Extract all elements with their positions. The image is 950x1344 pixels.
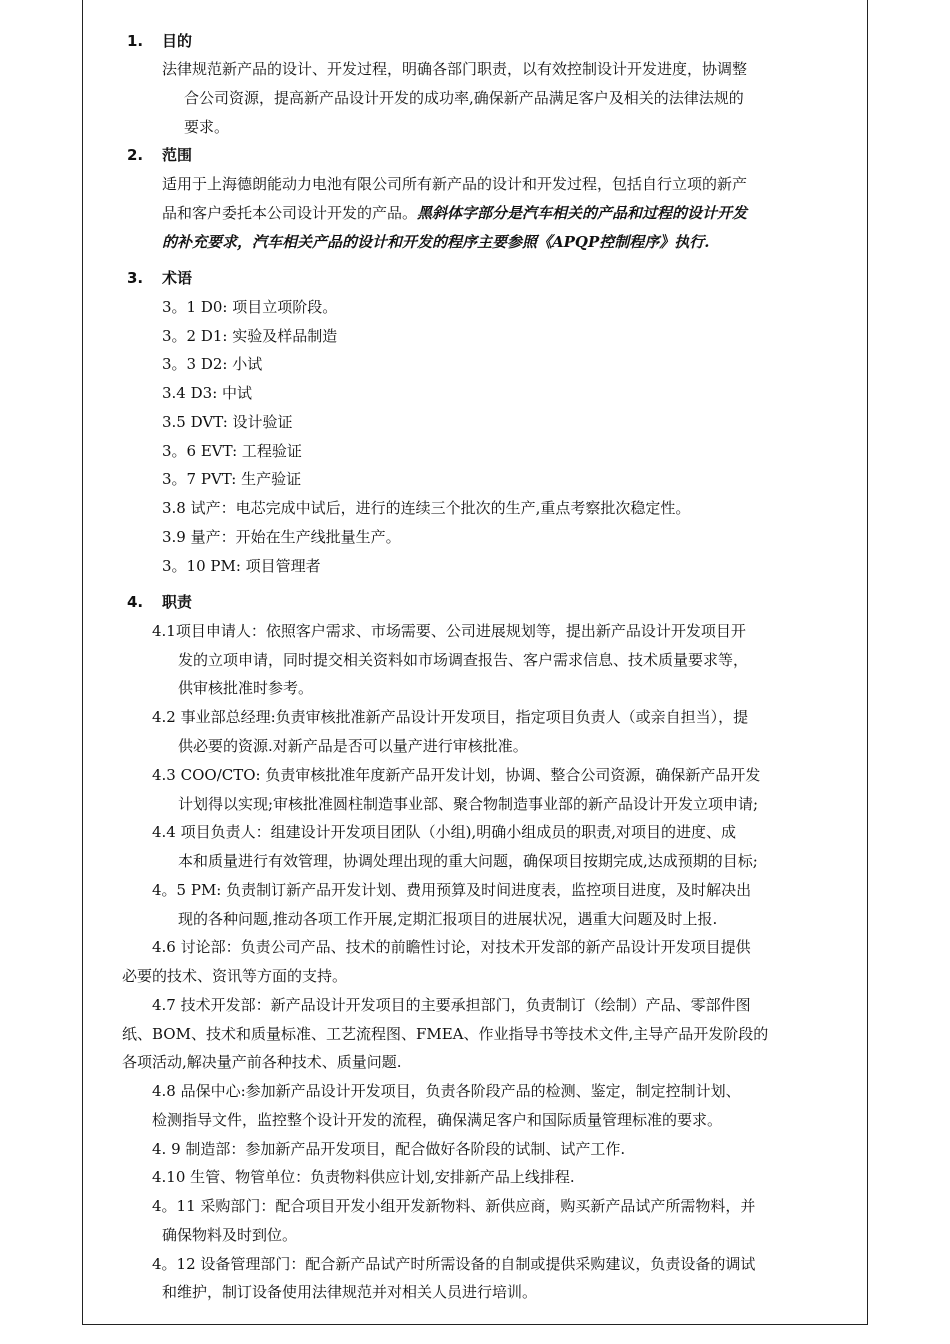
section-2-title: 范围 bbox=[162, 146, 193, 164]
section-4-number: 4. bbox=[127, 593, 144, 611]
term-item: 3。10 PM: 项目管理者 bbox=[162, 557, 321, 575]
duty-line: 检测指导文件，监控整个设计开发的流程，确保满足客户和国际质量管理标准的要求。 bbox=[152, 1111, 723, 1129]
term-item: 3.4 D3: 中试 bbox=[162, 384, 253, 402]
term-item: 3.9 量产：开始在生产线批量生产。 bbox=[162, 528, 401, 546]
scope-text: 品和客户委托本公司设计开发的产品。 bbox=[162, 204, 418, 222]
duty-line: 确保物料及时到位。 bbox=[162, 1226, 298, 1244]
duty-line: 4. 9 制造部：参加新产品开发项目，配合做好各阶段的试制、试产工作. bbox=[152, 1140, 626, 1158]
duty-line: 必要的技术、资讯等方面的支持。 bbox=[122, 967, 348, 985]
automotive-note: 黑斜体字部分是汽车相关的产品和过程的设计开发 bbox=[417, 204, 748, 222]
section-1-title: 目的 bbox=[162, 32, 193, 50]
section-2-line: 适用于上海德朗能动力电池有限公司所有新产品的设计和开发过程，包括自行立项的新产 bbox=[162, 175, 748, 193]
duty-line: 4.8 品保中心:参加新产品设计开发项目，负责各阶段产品的检测、鉴定，制定控制计划、 bbox=[152, 1082, 741, 1100]
term-item: 3.5 DVT: 设计验证 bbox=[162, 413, 293, 431]
duty-line: 4。5 PM: 负责制订新产品开发计划、费用预算及时间进度表，监控项目进度，及时解决出 bbox=[152, 881, 752, 899]
duty-line: 计划得以实现;审核批准圆柱制造事业部、聚合物制造事业部的新产品设计开发立项申请; bbox=[178, 795, 759, 813]
term-item: 3。2 D1: 实验及样品制造 bbox=[162, 327, 338, 345]
automotive-note: 的补充要求，汽车相关产品的设计和开发的程序主要参照《APQP控制程序》执行. bbox=[162, 233, 710, 251]
duty-line: 4.2 事业部总经理:负责审核批准新产品设计开发项目，指定项目负责人（或亲自担当），提 bbox=[152, 708, 749, 726]
term-item: 3.8 试产：电芯完成中试后，进行的连续三个批次的生产,重点考察批次稳定性。 bbox=[162, 499, 691, 517]
section-1-line: 要求。 bbox=[184, 118, 230, 136]
duty-line: 4.6 讨论部：负责公司产品、技术的前瞻性讨论，对技术开发部的新产品设计开发项目提供 bbox=[152, 938, 751, 956]
duty-line: 4。11 采购部门：配合项目开发小组开发新物料、新供应商，购买新产品试产所需物料，并 bbox=[152, 1197, 756, 1215]
section-2-line bbox=[162, 203, 747, 223]
section-3-title: 术语 bbox=[162, 269, 193, 287]
term-item: 3。7 PVT: 生产验证 bbox=[162, 470, 302, 488]
duty-line: 和维护，制订设备使用法律规范并对相关人员进行培训。 bbox=[162, 1283, 538, 1301]
duty-line: 4.7 技术开发部：新产品设计开发项目的主要承担部门，负责制订（绘制）产品、零部件图 bbox=[152, 996, 751, 1014]
term-item: 3。6 EVT: 工程验证 bbox=[162, 442, 302, 460]
section-3-number: 3. bbox=[127, 269, 144, 287]
term-item: 3。1 D0: 项目立项阶段。 bbox=[162, 298, 338, 316]
duty-line: 4.4 项目负责人：组建设计开发项目团队（小组),明确小组成员的职责,对项目的进度、成 bbox=[152, 823, 737, 841]
duty-line: 4.1项目申请人：依照客户需求、市场需要、公司进展规划等，提出新产品设计开发项目开 bbox=[152, 622, 746, 640]
section-4-title: 职责 bbox=[162, 593, 193, 611]
duty-line: 各项活动,解决量产前各种技术、质量问题. bbox=[122, 1053, 402, 1071]
duty-line: 4。12 设备管理部门：配合新产品试产时所需设备的自制或提供采购建议，负责设备的调试 bbox=[152, 1255, 756, 1273]
duty-line: 本和质量进行有效管理，协调处理出现的重大问题，确保项目按期完成,达成预期的目标; bbox=[178, 852, 758, 870]
duty-line: 4.10 生管、物管单位：负责物料供应计划,安排新产品上线排程. bbox=[152, 1168, 575, 1186]
section-1-line: 合公司资源，提高新产品设计开发的成功率,确保新产品满足客户及相关的法律法规的 bbox=[184, 89, 744, 107]
duty-line: 4.3 COO/CTO: 负责审核批准年度新产品开发计划，协调、整合公司资源，确保新产品开发 bbox=[152, 766, 761, 784]
section-1-line: 法律规范新产品的设计、开发过程，明确各部门职责，以有效控制设计开发进度，协调整 bbox=[162, 60, 748, 78]
duty-line: 供必要的资源.对新产品是否可以量产进行审核批准。 bbox=[178, 737, 528, 755]
section-2-number: 2. bbox=[127, 146, 144, 164]
duty-line: 发的立项申请，同时提交相关资料如市场调查报告、客户需求信息、技术质量要求等， bbox=[178, 651, 749, 669]
duty-line: 供审核批准时参考。 bbox=[178, 679, 314, 697]
section-1-number: 1. bbox=[127, 32, 144, 50]
duty-line: 现的各种问题,推动各项工作开展,定期汇报项目的进展状况，遇重大问题及时上报. bbox=[178, 910, 718, 928]
duty-line: 纸、BOM、技术和质量标准、工艺流程图、FMEA、作业指导书等技术文件,主导产品开发阶段的 bbox=[122, 1025, 769, 1043]
term-item: 3。3 D2: 小试 bbox=[162, 355, 263, 373]
